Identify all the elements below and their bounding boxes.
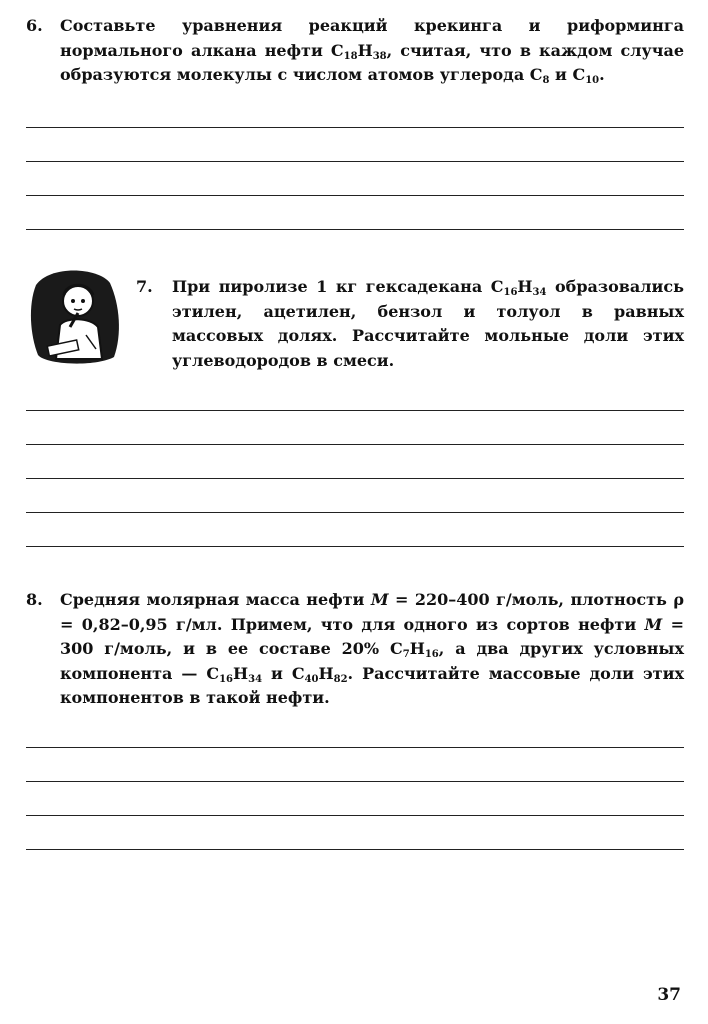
answer-line[interactable] [26, 512, 684, 513]
answer-line[interactable] [26, 410, 684, 411]
task-8-text: Средняя молярная масса нефти M = 220–400 г/моль, плотность ρ = 0,82–0,95 г/мл. Примем, что для одного из сортов нефти M = 300 г/моль, и в ее составе 20% $C_7H_{16}$, а два других условных компонента — $C_{16}H_{34}$ и $C_{40}H_{82}$. Рассчитайте массовые доли этих компонентов в такой нефти. [60, 590, 685, 707]
page-number: 37 [657, 985, 681, 1005]
answer-line[interactable] [26, 161, 684, 162]
answer-line[interactable] [26, 444, 684, 445]
task-7-text: При пиролизе 1 кг гексадекана $C_{16}H_{34}$ образовались этилен, ацетилен, бензол и толуол в равных массовых долях. Рассчитайте мольные доли этих углеводородов в смеси. [172, 277, 684, 370]
answer-line[interactable] [26, 747, 684, 748]
answer-line[interactable] [26, 478, 684, 479]
answer-line[interactable] [26, 781, 684, 782]
answer-line[interactable] [26, 849, 684, 850]
answer-line[interactable] [26, 815, 684, 816]
answer-line[interactable] [26, 546, 684, 547]
task-6-text: Составьте уравнения реакций крекинга и риформинга нормального алкана нефти $C_{18}H_{38}$, считая, что в каждом случае образуются молекулы с числом атомов углерода $C_8$ и $C_{10}$. [60, 16, 684, 86]
answer-line[interactable] [26, 229, 684, 230]
thinking-student-illustration [26, 265, 122, 367]
task-6-number: 6. [26, 16, 43, 35]
answer-line[interactable] [26, 127, 684, 128]
answer-line[interactable] [26, 195, 684, 196]
task-7-number: 7. [136, 277, 153, 296]
task-8-number: 8. [26, 590, 43, 609]
